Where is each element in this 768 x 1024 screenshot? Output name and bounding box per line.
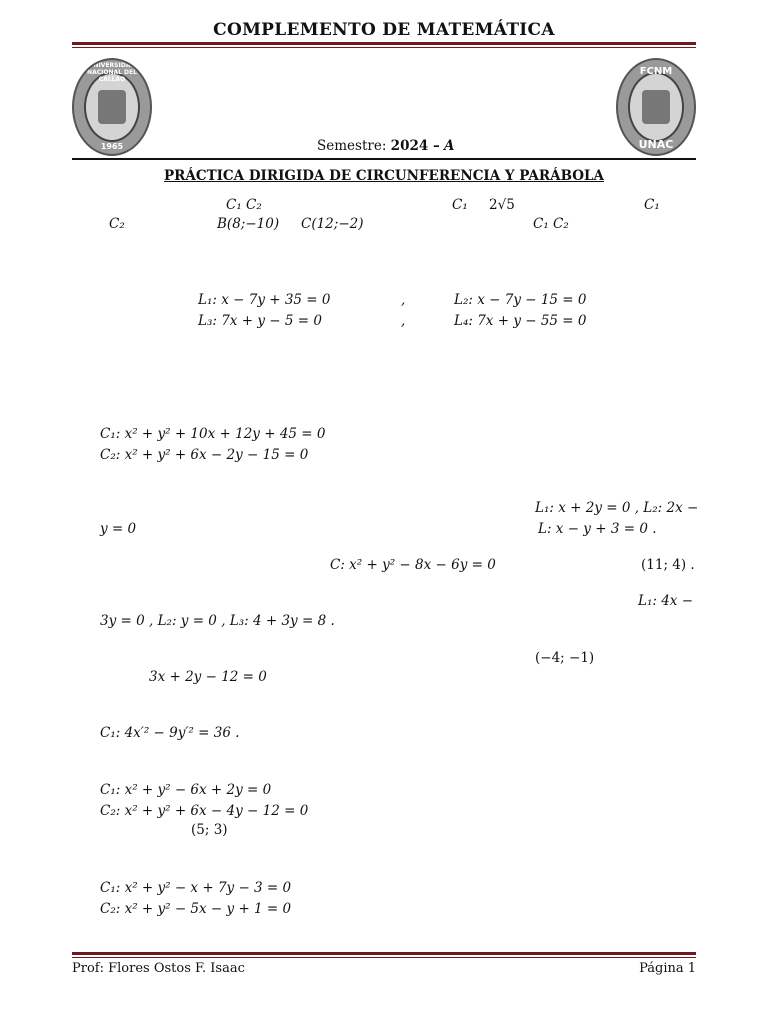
document-title: COMPLEMENTO DE MATEMÁTICA <box>213 20 555 40</box>
semester-rule <box>72 158 696 160</box>
footer-author: Prof: Flores Ostos F. Isaac <box>72 961 245 976</box>
p1-c1c2: C₁ C₂ <box>226 197 262 213</box>
semester-year: 2024 – <box>390 138 440 154</box>
p2-line-l1: L₁: x − 7y + 35 = 0 <box>198 292 331 308</box>
seal-emblem <box>98 90 126 124</box>
p9-point: (5; 3) <box>191 822 228 838</box>
p1-c1: C₁ <box>452 197 468 213</box>
p1-point-c: C(12;−2) <box>301 216 364 232</box>
p1-c2: C₂ <box>109 216 125 232</box>
footer-page-number: Página 1 <box>639 961 696 976</box>
p7-line: 3x + 2y − 12 = 0 <box>149 669 267 685</box>
p6-line-l1: L₁: 4x − <box>638 593 694 609</box>
faculty-logo-top-text: FCNM <box>639 66 673 77</box>
p1-radius: 2√5 <box>489 197 515 213</box>
p1-c1c2-b: C₁ C₂ <box>533 216 569 232</box>
header-rule-thick <box>72 42 696 45</box>
p3-circle-c2: C₂: x² + y² + 6x − 2y − 15 = 0 <box>100 447 309 463</box>
footer-rule-thick <box>72 952 696 955</box>
practice-title <box>0 168 768 184</box>
seal-logo-text: UNIVERSIDAD NACIONAL DEL CALLAO <box>87 62 137 83</box>
p2-separator: , <box>401 313 406 329</box>
p2-line-l3: L₃: 7x + y − 5 = 0 <box>198 313 322 329</box>
p5-circle: C: x² + y² − 8x − 6y = 0 <box>330 557 496 573</box>
seal-inner-ring <box>628 72 684 142</box>
practice-title-text: PRÁCTICA DIRIGIDA DE CIRCUNFERENCIA Y PARÁBOLA <box>163 168 604 184</box>
p4-line-y: y = 0 <box>100 521 137 537</box>
p1-c1-right: C₁ <box>644 197 660 213</box>
p2-line-l2: L₂: x − 7y − 15 = 0 <box>454 292 587 308</box>
p9-circle-c2: C₂: x² + y² + 6x − 4y − 12 = 0 <box>100 803 309 819</box>
p9-circle-c1: C₁: x² + y² − 6x + 2y = 0 <box>100 782 272 798</box>
seal-emblem <box>642 90 670 124</box>
p2-line-l4: L₄: 7x + y − 55 = 0 <box>454 313 587 329</box>
university-seal-logo <box>72 58 152 156</box>
semester-line <box>317 138 454 154</box>
header-rule-thin <box>72 47 696 48</box>
p2-separator: , <box>401 292 406 308</box>
semester-label: Semestre: <box>317 138 387 154</box>
p4-lines: L₁: x + 2y = 0 , L₂: 2x − <box>535 500 699 516</box>
footer-rule-thin <box>72 957 696 958</box>
p3-circle-c1: C₁: x² + y² + 10x + 12y + 45 = 0 <box>100 426 326 442</box>
p1-point-b: B(8;−10) <box>217 216 280 232</box>
p5-point: (11; 4) . <box>641 557 695 573</box>
p10-circle-c2: C₂: x² + y² − 5x − y + 1 = 0 <box>100 901 292 917</box>
p7-point: (−4; −1) <box>535 650 595 666</box>
p4-line-l: L: x − y + 3 = 0 . <box>538 521 657 537</box>
faculty-logo-bottom-text: UNAC <box>638 138 674 151</box>
faculty-seal-logo <box>616 58 696 156</box>
p6-lines: 3y = 0 , L₂: y = 0 , L₃: 4 + 3y = 8 . <box>100 613 335 629</box>
p8-hyperbola: C₁: 4x′² − 9y′² = 36 . <box>100 725 240 741</box>
p10-circle-c1: C₁: x² + y² − x + 7y − 3 = 0 <box>100 880 292 896</box>
semester-term: A <box>444 138 455 154</box>
seal-logo-year: 1965 <box>100 142 124 151</box>
